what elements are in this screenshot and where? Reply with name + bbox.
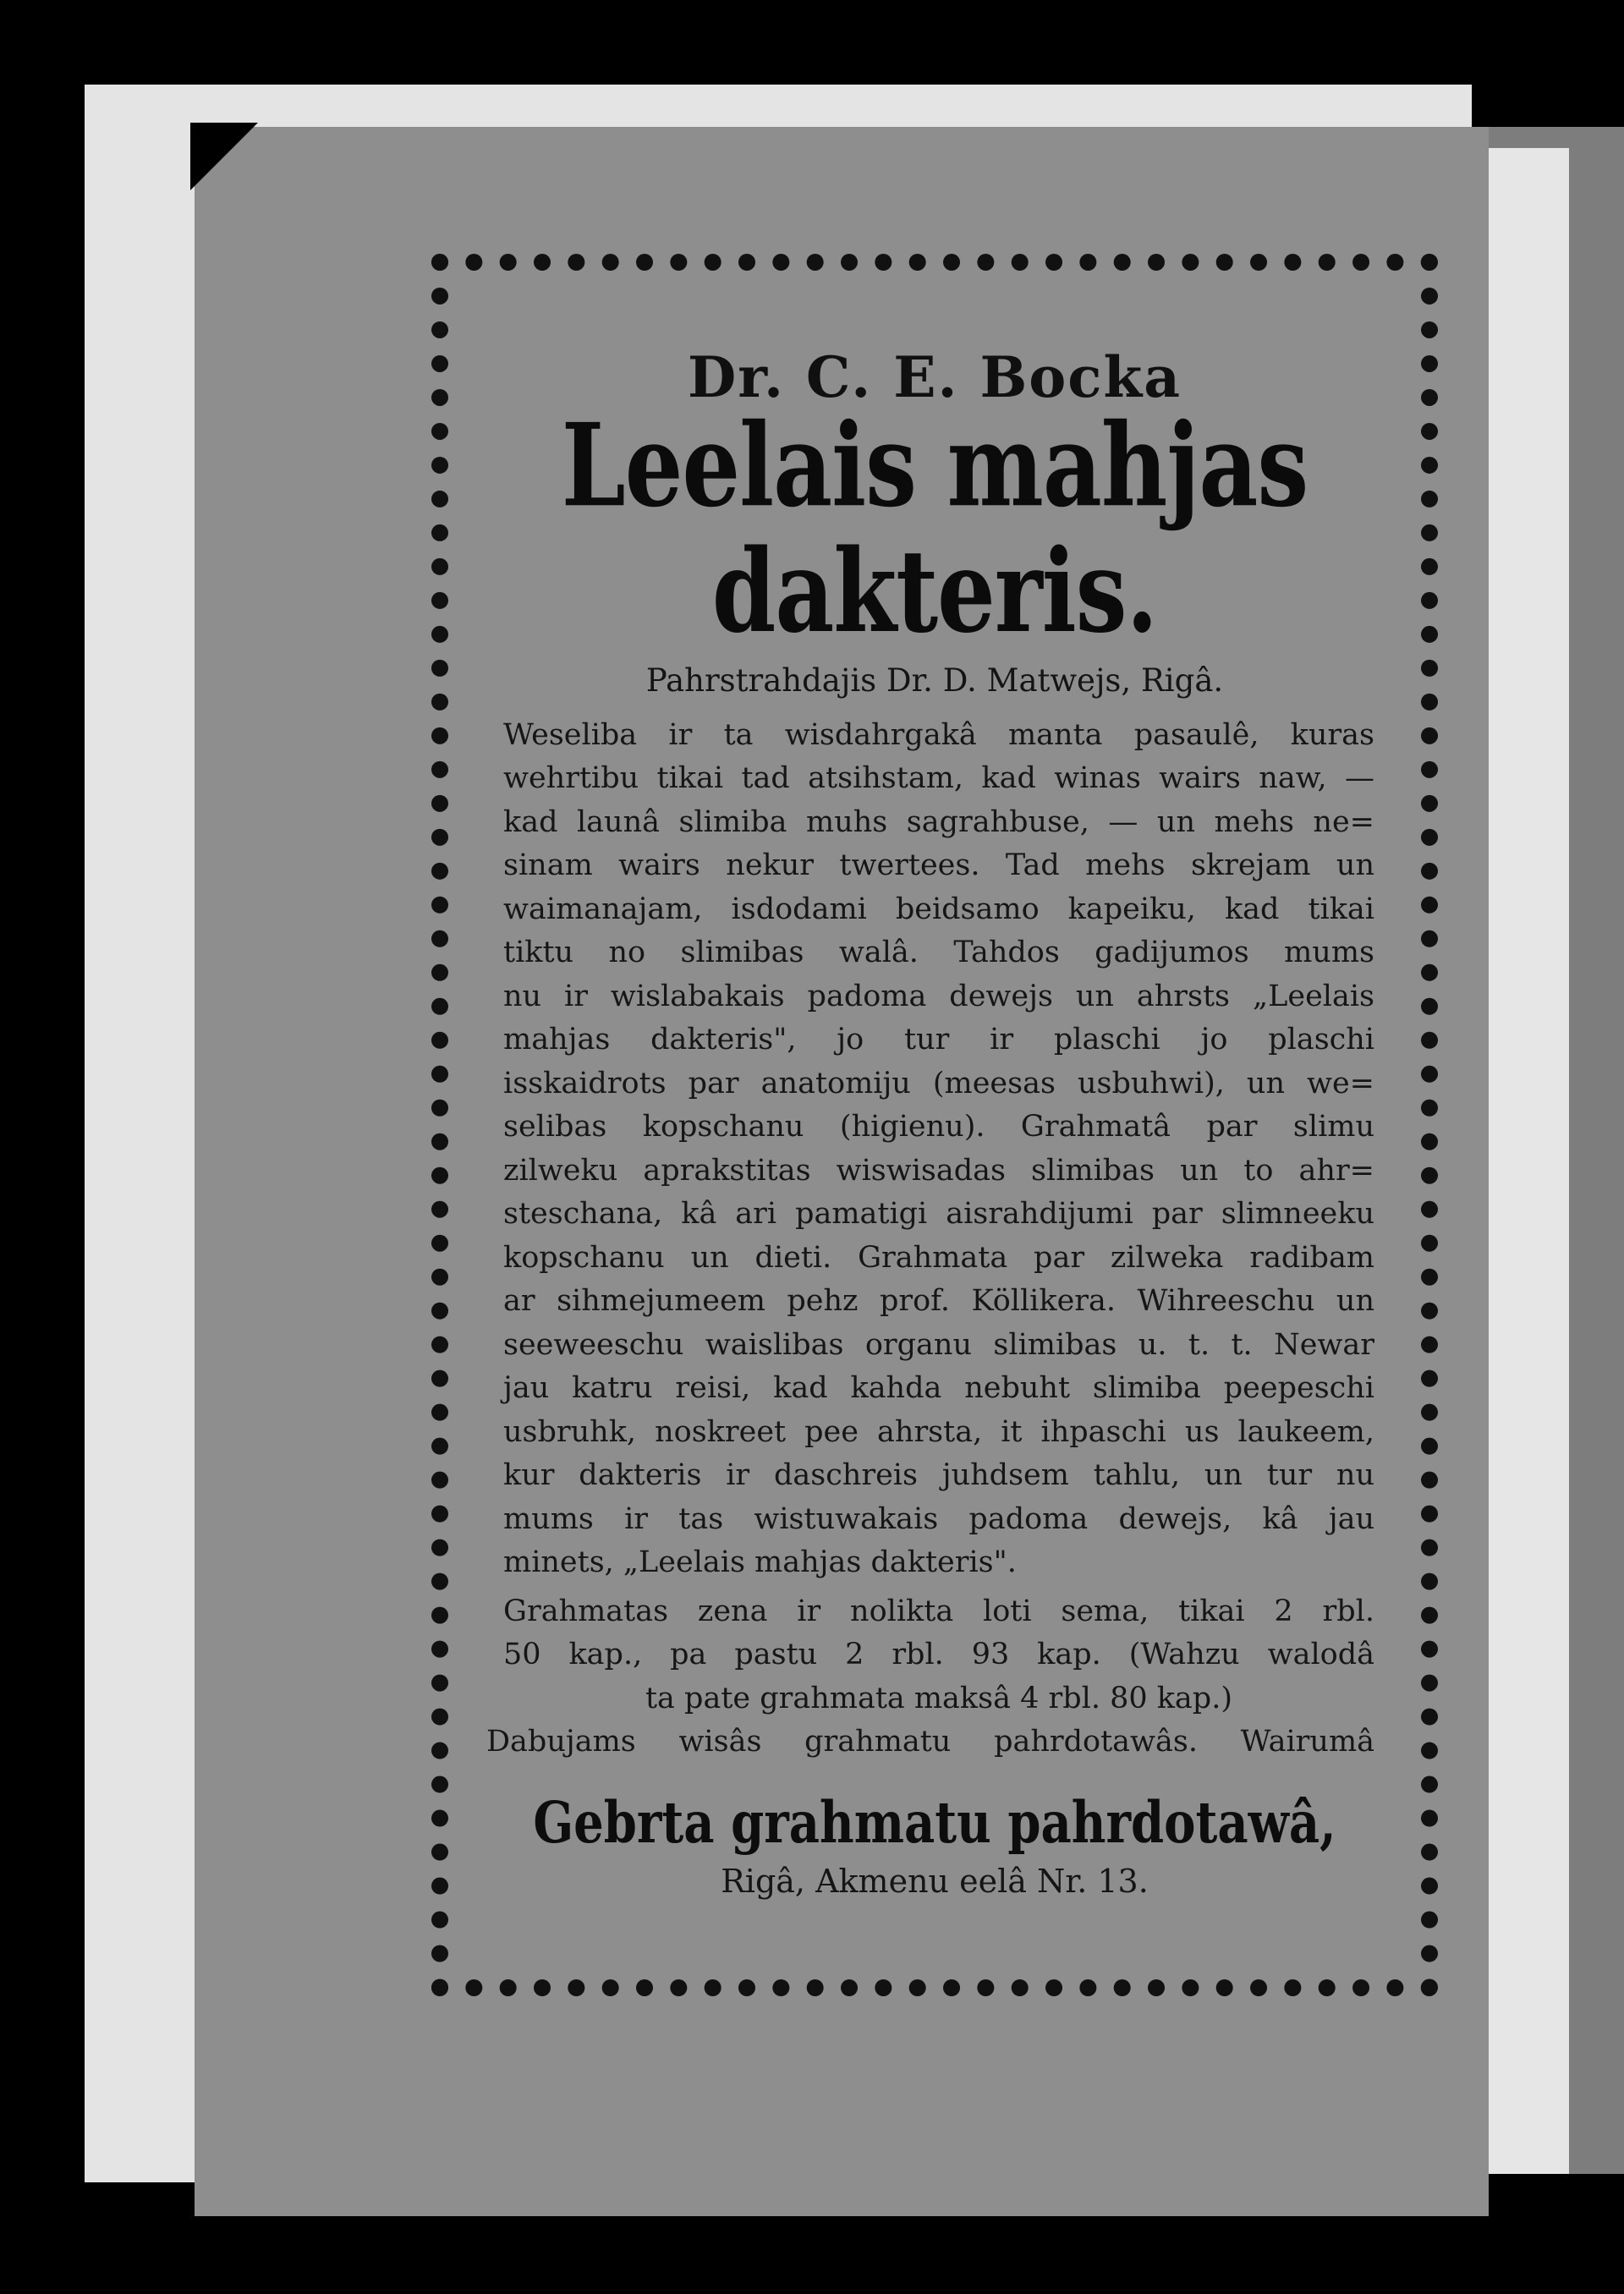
price-paragraph: [461, 1590, 1408, 1721]
availability-line: Dabujams wisâs grahmatu pahrdotawâs. Wairumâ: [486, 1725, 1374, 1759]
text-line: minets, „Leelais mahjas dakteris".: [503, 1545, 1017, 1580]
text-line: ar sihmejumeem pehz prof. Köllikera. Wihreeschu un: [503, 1284, 1374, 1319]
text-line: tiktu no slimibas walâ. Tahdos gadijumos mums: [503, 936, 1374, 970]
price-line: ta pate grahmata maksâ 4 rbl. 80 kap.): [645, 1681, 1232, 1715]
text-line: mums ir tas wistuwakais padoma dewejs, kâ jau: [503, 1501, 1374, 1536]
text-line: Weseliba ir ta wisdahrgakâ manta pasaulê, kuras: [503, 717, 1374, 752]
text-line: isskaidrots par anatomiju (meesas usbuhwi), un we=: [503, 1066, 1374, 1100]
text-line: mahjas dakteris", jo tur ir plaschi jo plaschi: [503, 1023, 1374, 1057]
store-name: Gebrta grahmatu pahrdotawâ,: [533, 1788, 1336, 1857]
text-line: seeweeschu waislibas organu slimibas u. t. t. Newar: [503, 1327, 1374, 1362]
text-line: kopschanu un dieti. Grahmata par zilweka radibam: [503, 1240, 1374, 1275]
adjacent-page-edge: [1476, 148, 1569, 2174]
price-line: 50 kap., pa pastu 2 rbl. 93 kap. (Wahzu walodâ: [503, 1638, 1374, 1672]
text-line: kur dakteris ir daschreis juhdsem tahlu, un tur nu: [503, 1458, 1374, 1493]
text-line: usbruhk, noskreet pee ahrsta, it ihpaschi us laukeem,: [503, 1414, 1374, 1449]
text-line: zilweku aprakstitas wiswisadas slimibas un to ahr=: [503, 1153, 1374, 1188]
price-line: Grahmatas zena ir nolikta loti sema, tikai 2 rbl.: [503, 1594, 1374, 1628]
text-line: steschana, kâ ari pamatigi aisrahdijumi par slimneeku: [503, 1197, 1374, 1232]
text-line: kad launâ slimiba muhs sagrahbuse, — un mehs ne=: [503, 804, 1374, 839]
text-line: sinam wairs nekur twertees. Tad mehs skrejam un: [503, 848, 1374, 883]
store-address: Rigâ, Akmenu eelâ Nr. 13.: [721, 1862, 1149, 1900]
advertisement: [461, 283, 1408, 1967]
text-line: jau katru reisi, kad kahda nebuht slimiba peepeschi: [503, 1371, 1374, 1406]
folded-corner: [190, 123, 258, 190]
translator-line: Pahrstrahdajis Dr. D. Matwejs, Rigâ.: [645, 661, 1224, 699]
description-paragraph: [461, 714, 1408, 1585]
author-heading: Dr. C. E. Bocka: [688, 344, 1182, 410]
text-line: wehrtibu tikai tad atsihstam, kad winas wairs naw, —: [503, 761, 1374, 796]
book-title: Leelais mahjas dakteris.: [561, 399, 1309, 659]
text-line: waimanajam, isdodami beidsamo kapeiku, kad tikai: [503, 892, 1374, 926]
text-line: nu ir wislabakais padoma dewejs un ahrsts „Leelais: [503, 979, 1374, 1013]
text-line: selibas kopschanu (higienu). Grahmatâ par slimu: [503, 1110, 1374, 1144]
